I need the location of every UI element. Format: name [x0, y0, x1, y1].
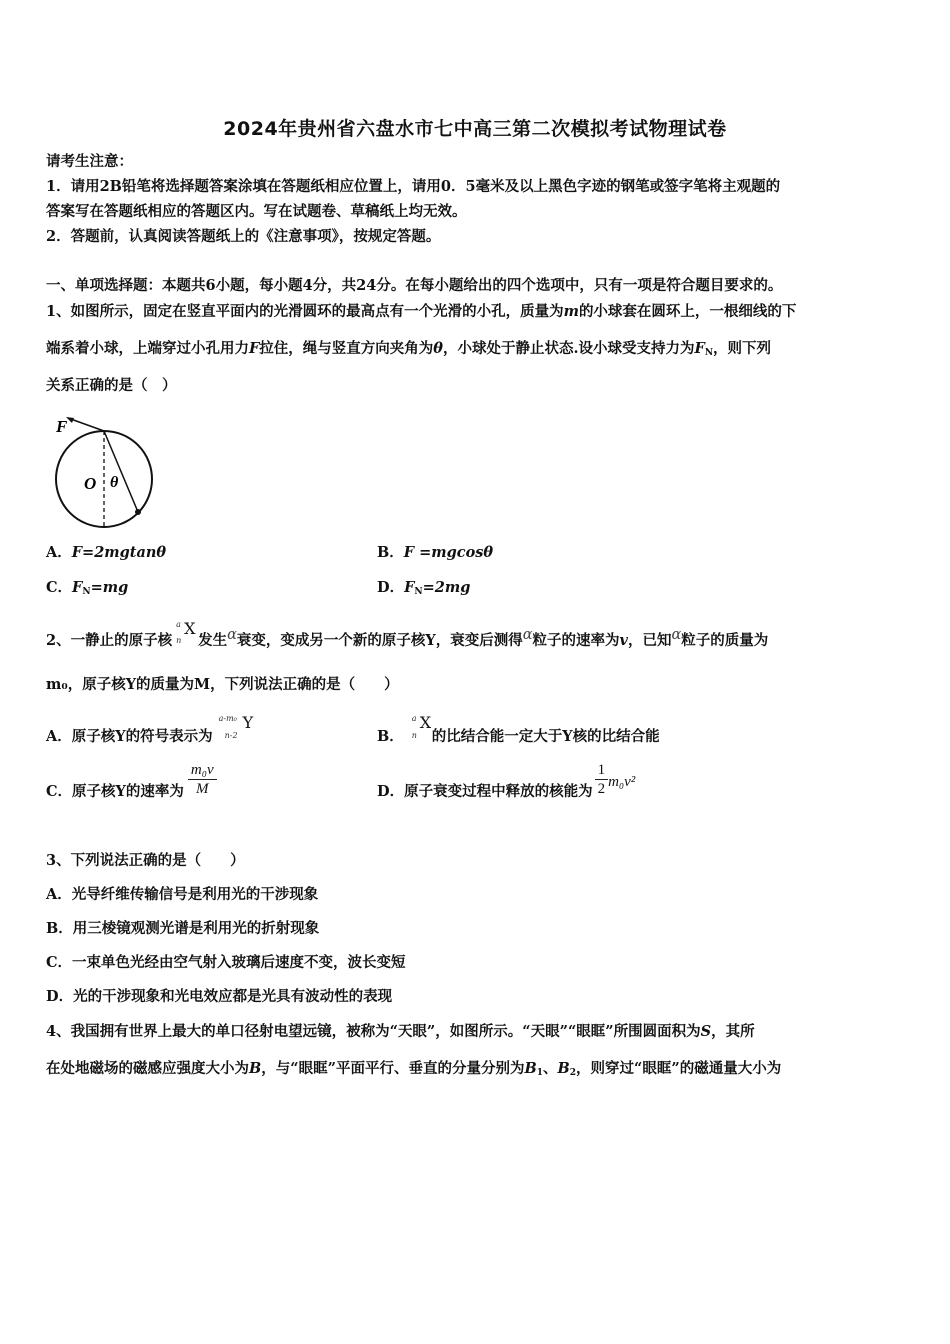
- string-line: [104, 431, 138, 512]
- fraction-one-half: [595, 761, 609, 798]
- q4-text: 、: [542, 1060, 558, 1077]
- q1-option-a: [46, 543, 166, 563]
- q2-option-b: [377, 713, 660, 747]
- q4-var-b2-sub: 2: [569, 1068, 577, 1078]
- option-text: 原子核Y的速率为: [72, 783, 184, 800]
- option-expression: m₀v²: [608, 774, 636, 790]
- label-o: O: [84, 474, 97, 493]
- q2-text: 发生: [198, 632, 228, 649]
- nuclide-mass-number: a-m₀: [218, 714, 237, 723]
- q1-text: 的小球套在圆环上，一根细线的下: [578, 303, 797, 320]
- alpha-symbol: α: [227, 627, 237, 643]
- option-label: C．: [46, 783, 73, 800]
- q3-option-d: D．光的干涉现象和光电效应都是光具有波动性的表现: [46, 988, 393, 1005]
- option-text: F =mgcosθ: [403, 544, 494, 561]
- q4-stem-line-1: [46, 1022, 755, 1042]
- q3-option-a: A．光导纤维传输信号是利用光的干涉现象: [46, 886, 319, 903]
- option-text: 原子衰变过程中释放的核能为: [404, 783, 593, 800]
- q4-text: ，则穿过“眼眶”的磁通量大小为: [576, 1060, 782, 1077]
- option-label: B．: [377, 544, 404, 561]
- option-label: C．: [46, 579, 73, 596]
- nuclide-mass-number: a: [411, 714, 417, 723]
- q2-text: 粒子的质量为: [681, 632, 769, 649]
- option-text: =2mg: [422, 579, 471, 596]
- q2-text: ，已知: [627, 632, 672, 649]
- q1-stem-line-2: [46, 339, 771, 363]
- alpha-symbol: α: [671, 627, 682, 643]
- q1-text: 端系着小球，上端穿过小孔用力: [46, 340, 249, 357]
- q2-text: 粒子的速率为: [532, 632, 620, 649]
- q4-text: ，其所: [711, 1023, 755, 1040]
- notice-item-2: 2．答题前，认真阅读答题纸上的《注意事项》，按规定答题。: [46, 228, 441, 245]
- fraction-numerator: 1: [595, 761, 609, 780]
- option-sub: N: [414, 587, 423, 597]
- nuclide-charge-number: n: [176, 636, 182, 645]
- nuclide-charge-number: n-2: [224, 731, 238, 740]
- q1-option-b: [377, 543, 493, 563]
- q1-stem-line-1: [46, 302, 796, 322]
- q3-option-b: B．用三棱镜观测光谱是利用光的折射现象: [46, 920, 320, 937]
- option-label: A．: [46, 728, 72, 745]
- notice-item-1-line-2: 答案写在答题纸相应的答题区内。写在试题卷、草稿纸上均无效。: [46, 203, 467, 220]
- q1-var-theta: θ: [433, 340, 443, 357]
- pull-line: [68, 418, 104, 431]
- nuclide-symbol: Y: [242, 713, 254, 732]
- q1-stem-line-3: 关系正确的是（ ）: [46, 377, 177, 394]
- fraction-m0v-over-m: [188, 761, 217, 798]
- q1-text: 1、如图所示，固定在竖直平面内的光滑圆环的最高点有一个光滑的小孔，质量为: [46, 303, 564, 320]
- q2-option-d: [377, 761, 636, 802]
- section-1-heading: 一、单项选择题：本题共6小题，每小题4分，共24分。在每小题给出的四个选项中，只有一项是符合题目要求的。: [46, 277, 783, 294]
- q1-text: ，小球处于静止状态.设小球受支持力为: [442, 340, 695, 357]
- nuclide-charge-number: n: [411, 731, 417, 740]
- ball-dot: [135, 509, 141, 515]
- q1-var-fn: F: [694, 340, 705, 357]
- q2-stem-line-2: m₀，原子核Y的质量为M，下列说法正确的是（ ）: [46, 676, 399, 693]
- option-var: F: [404, 579, 415, 596]
- q2-stem-line-1: [46, 619, 769, 651]
- q1-var-m: m: [563, 303, 579, 320]
- q2-var-v: v: [619, 632, 628, 649]
- q4-var-b1-sub: 1: [536, 1068, 543, 1078]
- nuclide-x: [172, 619, 198, 645]
- q3-stem: 3、下列说法正确的是（ ）: [46, 852, 245, 869]
- nuclide-symbol: X: [184, 619, 196, 638]
- option-sub: N: [82, 587, 91, 597]
- q4-var-b2: B: [557, 1060, 570, 1077]
- q2-option-a: [46, 713, 259, 747]
- q2-option-c: [46, 761, 217, 802]
- fraction-denominator: 2: [597, 780, 606, 797]
- q4-text: ，与“眼眶”平面平行、垂直的分量分别为: [261, 1060, 525, 1077]
- nuclide-x: [404, 713, 432, 741]
- option-text: F=2mgtanθ: [71, 544, 167, 561]
- label-theta: θ: [110, 474, 119, 491]
- option-label: D．: [377, 783, 405, 800]
- q4-var-s: S: [700, 1023, 712, 1040]
- q1-option-c: [46, 578, 128, 602]
- nuclide-y: [213, 713, 259, 741]
- q2-text: 衰变，变成另一个新的原子核Y，衰变后测得: [236, 632, 523, 649]
- option-text: 原子核Y的符号表示为: [71, 728, 213, 745]
- notice-item-1-line-1: 1．请用2B铅笔将选择题答案涂填在答题纸相应位置上，请用0．5毫米及以上黑色字迹的钢笔或签字笔将主观题的: [46, 178, 781, 195]
- page-title: 2024年贵州省六盘水市七中高三第二次模拟考试物理试卷: [223, 118, 727, 140]
- q4-var-b: B: [249, 1060, 262, 1077]
- option-label: D．: [377, 579, 405, 596]
- option-text: 的比结合能一定大于Y核的比结合能: [431, 728, 660, 745]
- q4-var-b1: B: [524, 1060, 537, 1077]
- q1-text: ，则下列: [713, 340, 772, 357]
- q4-stem-line-2: [46, 1059, 781, 1083]
- fraction-denominator: M: [196, 780, 209, 797]
- label-f: F: [56, 417, 68, 436]
- q2-text: 2、一静止的原子核: [46, 632, 173, 649]
- fraction-numerator: m₀v: [188, 761, 217, 780]
- q3-option-c: C．一束单色光经由空气射入玻璃后速度不变，波长变短: [46, 954, 406, 971]
- nuclide-mass-number: a: [176, 620, 181, 629]
- q1-option-d: [377, 578, 470, 602]
- q4-text: 4、我国拥有世界上最大的单口径射电望远镜，被称为“天眼”，如图所示。“天眼”“眼眶”所围圆面积为: [46, 1023, 701, 1040]
- q1-circle-figure: [52, 412, 162, 532]
- nuclide-symbol: X: [419, 713, 432, 732]
- option-label: A．: [46, 544, 72, 561]
- q1-var-fn-sub: N: [704, 348, 714, 358]
- notice-heading: 请考生注意：: [46, 153, 133, 170]
- q1-var-f: F: [249, 340, 260, 357]
- alpha-symbol: α: [522, 627, 533, 643]
- option-label: B．: [377, 728, 404, 745]
- option-text: =mg: [90, 579, 129, 596]
- q1-text: 拉住，绳与竖直方向夹角为: [259, 340, 434, 357]
- option-var: F: [72, 579, 83, 596]
- q4-text: 在处地磁场的磁感应强度大小为: [46, 1060, 249, 1077]
